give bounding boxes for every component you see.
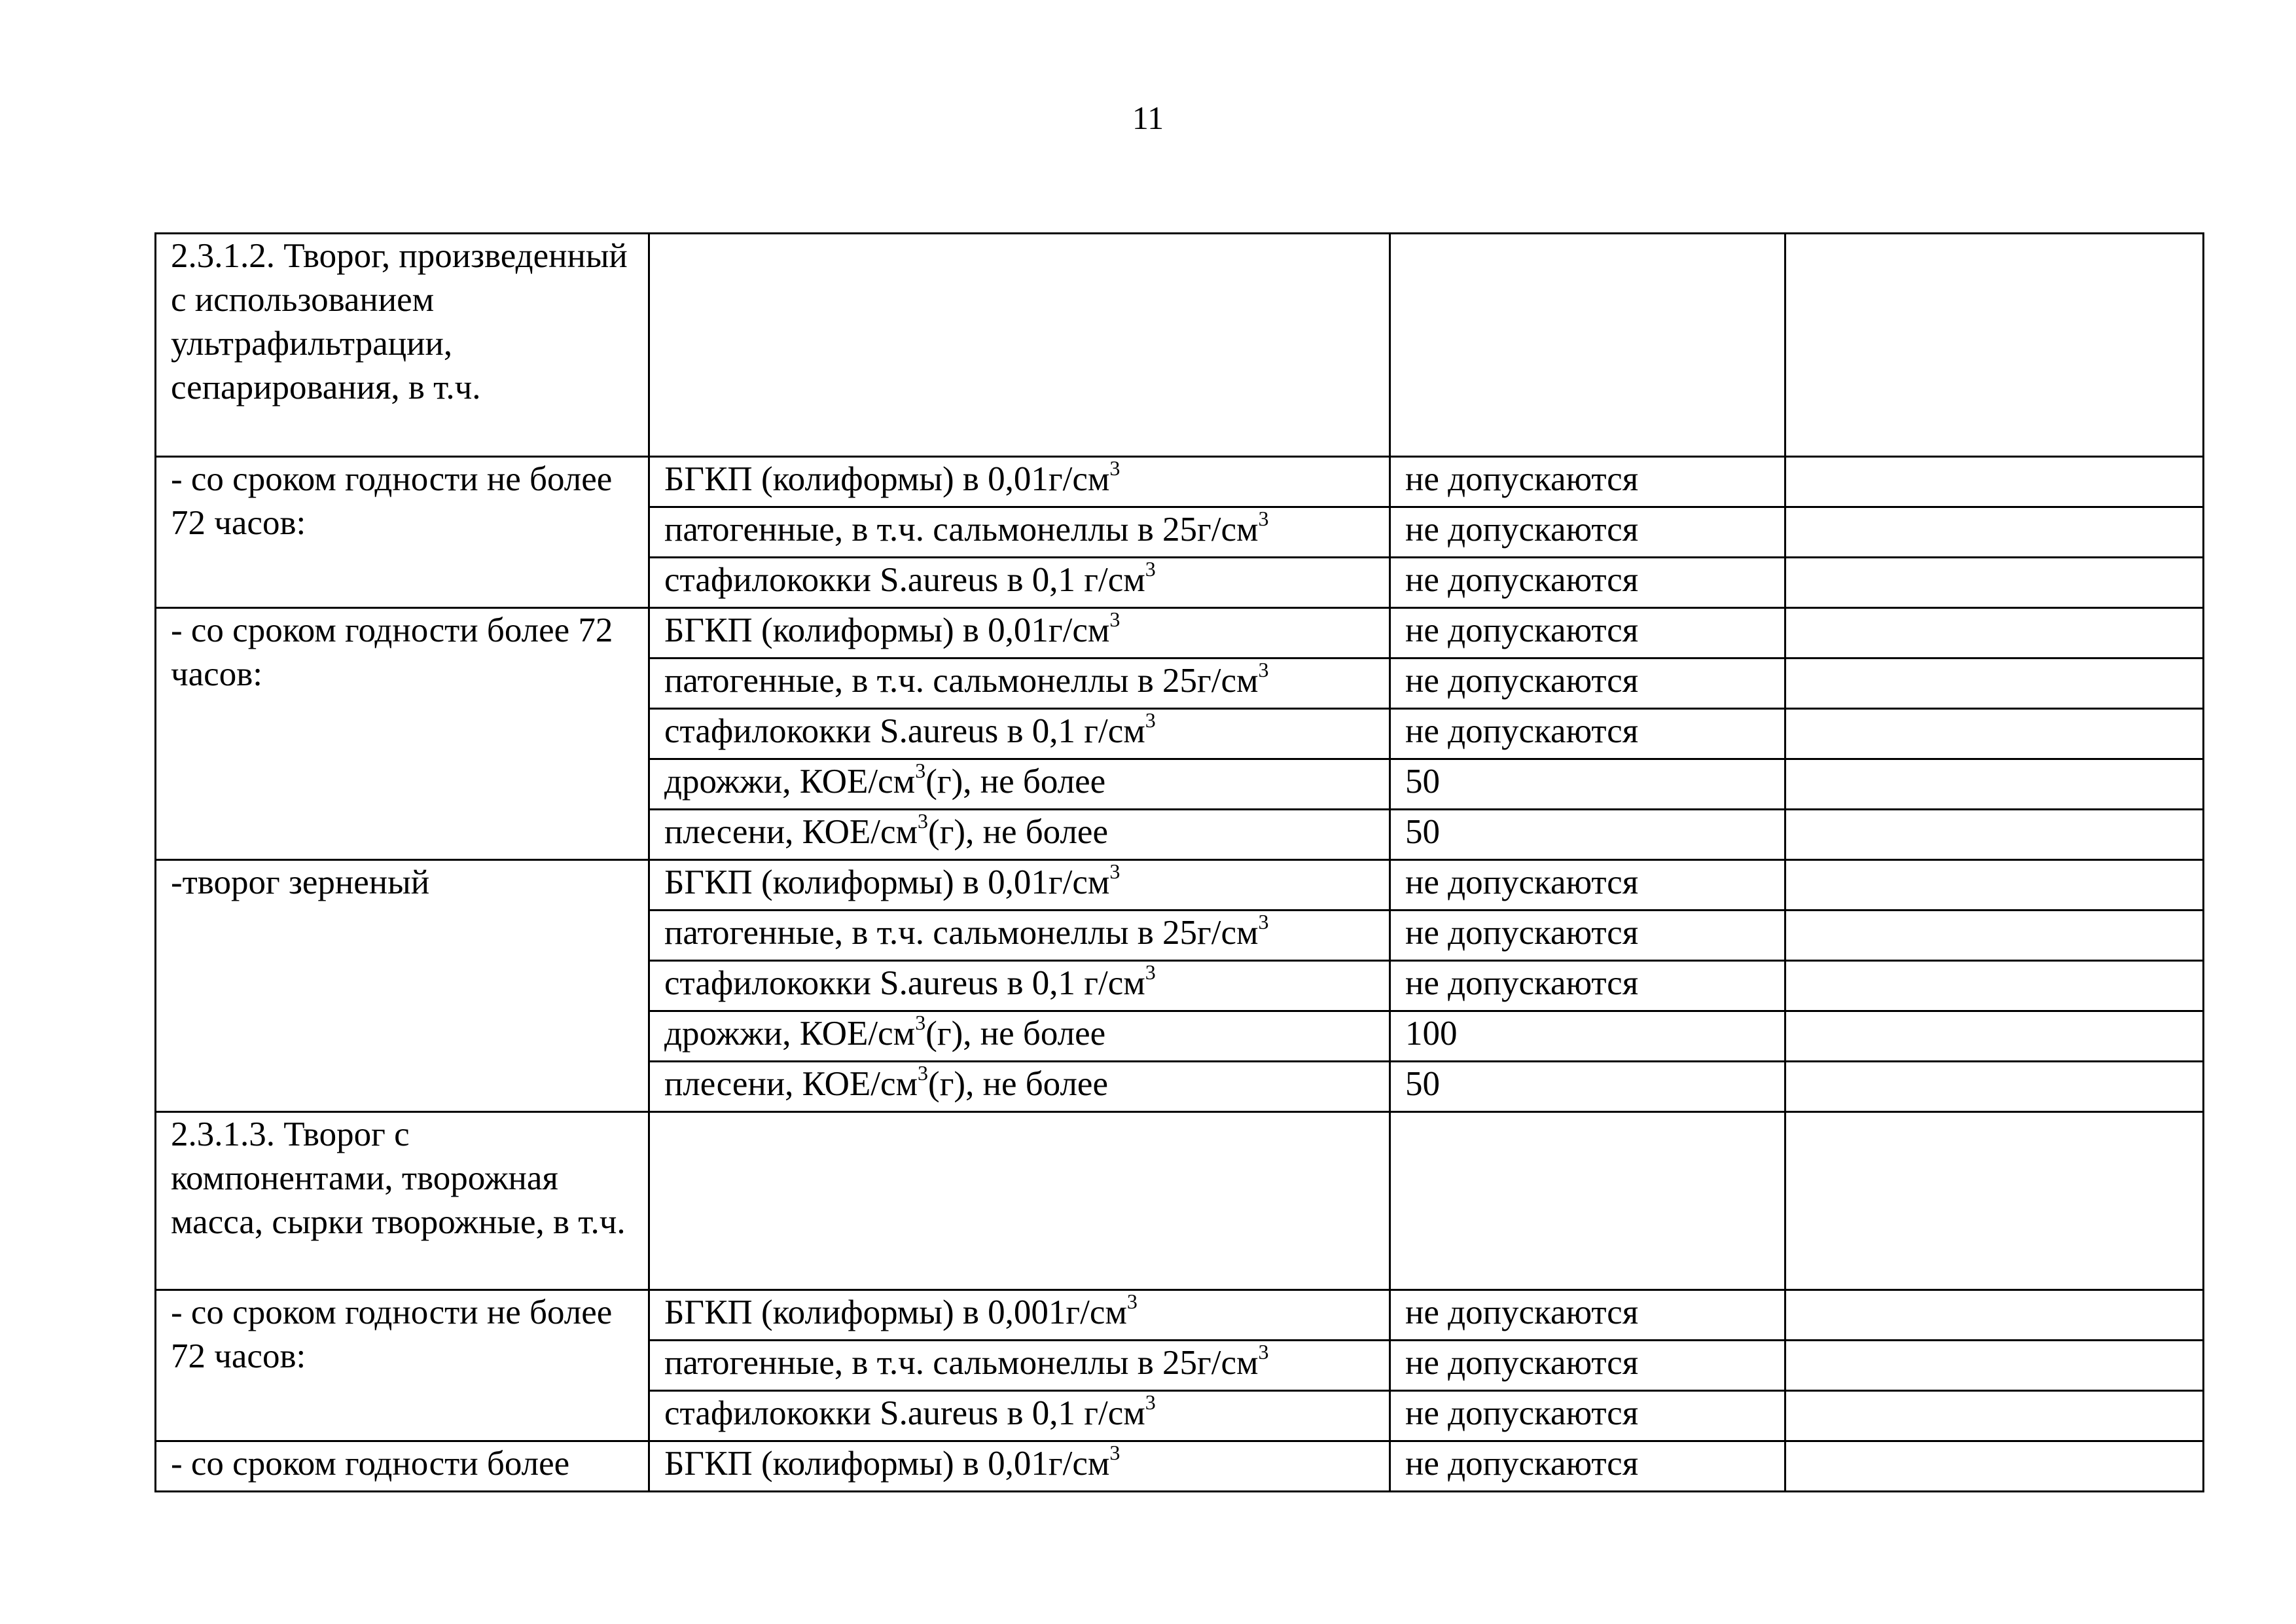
product-cell: - со сроком годности более 72 часов: [156,608,649,860]
indicator-cell: БГКП (колиформы) в $0,01г/см^3$ [649,860,1390,911]
norm-cell: не допускаются [1390,659,1785,709]
indicator-cell: плесени, КОЕ/$см^3(г)$, не более [649,1062,1390,1112]
table-row [156,608,2204,659]
norm-cell: 50 [1390,1062,1785,1112]
note-cell [1785,1112,2204,1290]
indicator-cell: БГКП (колиформы) в $0,01г/см^3$ [649,608,1390,659]
indicator-cell: патогенные, в т.ч. сальмонеллы в $25г/см^3$ [649,507,1390,558]
note-cell [1785,457,2204,507]
table-row [156,860,2204,911]
product-cell: - со сроком годности не более 72 часов: [156,1290,649,1441]
indicator-cell: БГКП (колиформы) в $0,01г/см^3$ [649,457,1390,507]
norm-cell: не допускаются [1390,1441,1785,1492]
note-cell [1785,234,2204,457]
table-row [156,234,2204,457]
note-cell [1785,810,2204,860]
norm-cell [1390,1112,1785,1290]
norm-cell: 100 [1390,1011,1785,1062]
indicator-cell: стафилококки S.aureus в 0,1 $г/см^3$ [649,1391,1390,1441]
norm-cell [1390,234,1785,457]
note-cell [1785,507,2204,558]
indicator-cell: стафилококки S.aureus в 0,1 $г/см^3$ [649,558,1390,608]
note-cell [1785,1290,2204,1341]
norm-cell: не допускаются [1390,507,1785,558]
indicator-cell: БГКП (колиформы) в $0,01г/см^3$ [649,1441,1390,1492]
indicator-cell: стафилококки S.aureus в 0,1 $г/см^3$ [649,961,1390,1011]
indicator-cell [649,234,1390,457]
product-cell: -творог зерненый [156,860,649,1112]
table-row [156,1290,2204,1341]
note-cell [1785,1011,2204,1062]
indicator-cell: плесени, КОЕ/$см^3(г)$, не более [649,810,1390,860]
norm-cell: не допускаются [1390,961,1785,1011]
product-cell: - со сроком годности не более 72 часов: [156,457,649,608]
norm-cell: не допускаются [1390,709,1785,759]
indicator-cell: БГКП (колиформы) в $0,001г/см^3$ [649,1290,1390,1341]
indicator-cell: стафилококки S.aureus в 0,1 $г/см^3$ [649,709,1390,759]
norm-cell: не допускаются [1390,1391,1785,1441]
norm-cell: не допускаются [1390,1341,1785,1391]
norm-cell: не допускаются [1390,911,1785,961]
note-cell [1785,961,2204,1011]
note-cell [1785,558,2204,608]
note-cell [1785,1441,2204,1492]
note-cell [1785,709,2204,759]
norm-cell: 50 [1390,810,1785,860]
norm-cell: 50 [1390,759,1785,810]
norm-cell: не допускаются [1390,608,1785,659]
note-cell [1785,1391,2204,1441]
norm-cell: не допускаются [1390,457,1785,507]
indicator-cell: дрожжи, КОЕ/$см^3(г)$, не более [649,1011,1390,1062]
microbiology-norms-table [154,232,2204,1492]
norm-cell: не допускаются [1390,1290,1785,1341]
indicator-cell [649,1112,1390,1290]
indicator-cell: патогенные, в т.ч. сальмонеллы в $25г/см^3$ [649,1341,1390,1391]
norm-cell: не допускаются [1390,860,1785,911]
note-cell [1785,1341,2204,1391]
note-cell [1785,1062,2204,1112]
product-cell: 2.3.1.2. Творог, произведенный с использованием ультрафильтрации, сепарирования, в т.ч. [156,234,649,457]
page-number: 11 [1132,99,1164,136]
table-row [156,457,2204,507]
indicator-cell: патогенные, в т.ч. сальмонеллы в $25г/см^3$ [649,911,1390,961]
indicator-cell: дрожжи, КОЕ/$см^3(г)$, не более [649,759,1390,810]
product-cell: 2.3.1.3. Творог с компонентами, творожная масса, сырки творожные, в т.ч. [156,1112,649,1290]
table-row [156,1112,2204,1290]
table-row [156,1441,2204,1492]
note-cell [1785,759,2204,810]
note-cell [1785,659,2204,709]
note-cell [1785,911,2204,961]
note-cell [1785,608,2204,659]
norm-cell: не допускаются [1390,558,1785,608]
product-cell: - со сроком годности более [156,1441,649,1492]
indicator-cell: патогенные, в т.ч. сальмонеллы в $25г/см^3$ [649,659,1390,709]
note-cell [1785,860,2204,911]
